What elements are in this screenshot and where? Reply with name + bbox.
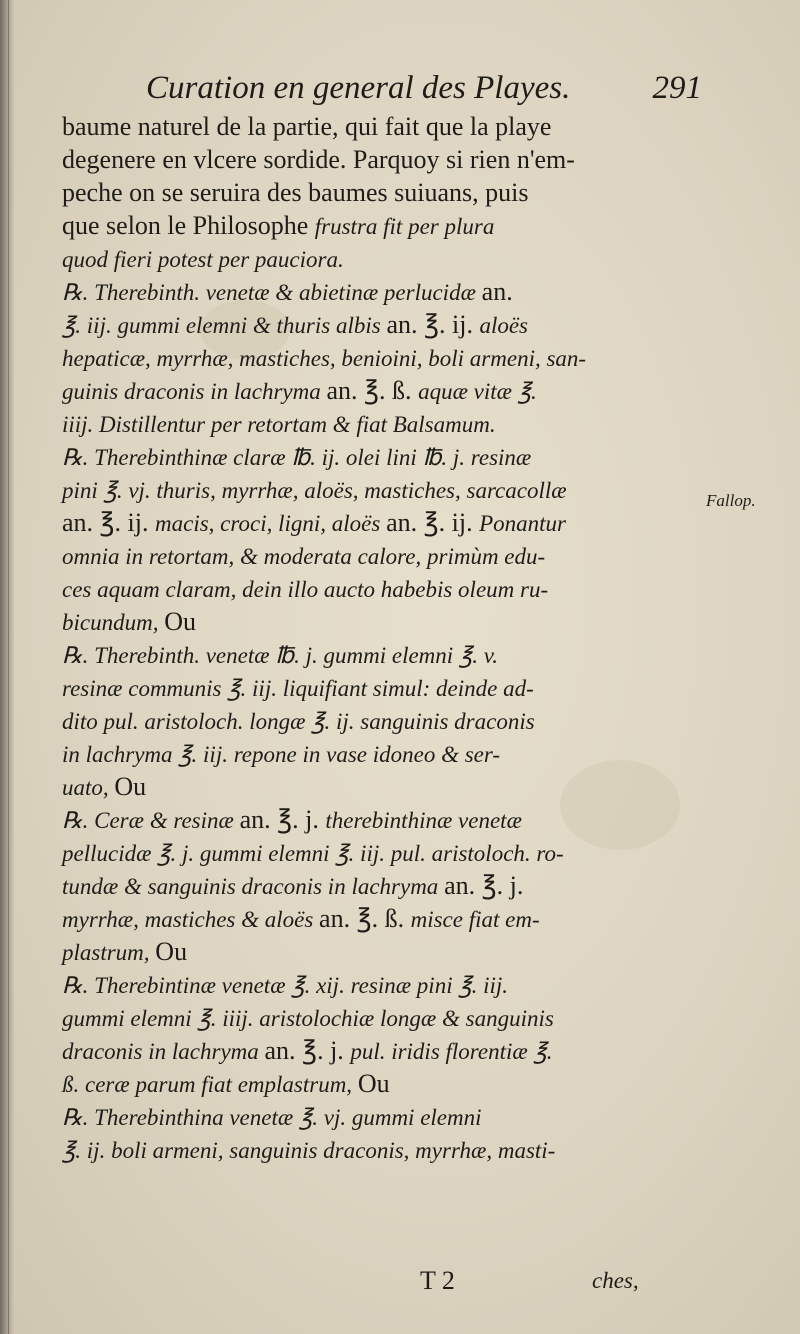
text-segment: bicundum, — [62, 610, 165, 635]
catchword: ches, — [592, 1268, 639, 1293]
signature-mark: T 2 — [420, 1266, 455, 1295]
text-segment: resinæ communis ℥. iij. liquifiant simul: deinde ad- — [62, 676, 534, 701]
text-segment: Ou — [164, 607, 196, 636]
margin-note: Fallop. — [706, 491, 756, 510]
text-segment: ces aquam claram, dein illo aucto habebis oleum ru- — [62, 577, 549, 602]
text-segment: myrrhæ, mastiches & aloës — [62, 907, 320, 932]
text-segment: degenere en vlcere sordide. Parquoy si rien n'em- — [62, 145, 575, 174]
text-segment: pini ℥. vj. thuris, myrrhæ, aloës, mastiches, sarcacollæ — [62, 478, 567, 503]
text-line — [62, 935, 702, 968]
text-line — [62, 1001, 702, 1034]
text-segment: ℞. Ceræ & resinæ — [62, 808, 240, 833]
text-line — [62, 506, 702, 539]
text-segment: aloës — [479, 313, 529, 338]
text-line — [62, 869, 702, 902]
text-segment: plastrum, — [62, 940, 156, 965]
text-line — [62, 572, 702, 605]
text-segment: ℞. Therebinthinæ claræ ℔. ij. olei lini ℔. j. resinæ — [62, 445, 532, 470]
text-line — [62, 968, 702, 1001]
text-line — [62, 1133, 702, 1166]
text-segment: ℞. Therebintinæ venetæ ℥. xij. resinæ pini ℥. iij. — [62, 973, 509, 998]
text-segment: an. ℥. j. — [444, 871, 524, 900]
text-segment: guinis draconis in lachryma — [62, 379, 327, 404]
text-segment: omnia in retortam, & moderata calore, primùm edu- — [62, 544, 546, 569]
text-line — [62, 275, 702, 308]
text-segment: draconis in lachryma — [62, 1039, 265, 1064]
text-line — [62, 176, 702, 209]
text-segment: ℥. ij. boli armeni, sanguinis draconis, myrrhæ, masti- — [62, 1138, 556, 1163]
text-segment: aquæ vitæ ℥. — [418, 379, 537, 404]
text-segment: an. ℥. ij. — [62, 508, 156, 537]
text-segment: an. ℥. j. — [239, 805, 326, 834]
text-line — [62, 605, 702, 638]
text-segment: iiij. Distillentur per retortam & fiat Balsamum. — [62, 412, 496, 437]
text-segment: an. — [481, 277, 513, 306]
text-line — [62, 737, 702, 770]
text-segment: an. ℥. ß. — [326, 376, 419, 405]
page-number: 291 — [652, 70, 702, 106]
text-line — [62, 902, 702, 935]
text-line — [62, 1100, 702, 1133]
text-segment: quod fieri potest per pauciora. — [62, 247, 344, 272]
text-segment: dito pul. aristoloch. longæ ℥. ij. sanguinis draconis — [62, 709, 535, 734]
text-segment: ℞. Therebinth. venetæ & abietinæ perlucidæ — [62, 280, 482, 305]
text-line — [62, 704, 702, 737]
text-line — [62, 242, 702, 275]
text-segment: que selon le Philosophe — [62, 211, 315, 240]
text-line — [62, 308, 702, 341]
text-segment: uato, — [62, 775, 115, 800]
text-segment: therebinthinæ venetæ — [325, 808, 522, 833]
text-line — [62, 836, 702, 869]
text-segment: an. ℥. ij. — [386, 310, 480, 339]
text-line — [62, 407, 702, 440]
running-header — [146, 68, 702, 108]
text-line — [62, 803, 702, 836]
text-segment: an. ℥. ß. — [319, 904, 411, 933]
text-line — [62, 143, 702, 176]
text-line — [62, 440, 702, 473]
text-line — [62, 1034, 702, 1067]
text-line — [62, 110, 702, 143]
gutter-line — [8, 0, 9, 1334]
binding-gutter — [0, 0, 14, 1334]
page-text — [62, 68, 702, 1166]
body-lines — [62, 110, 702, 1166]
text-segment: pul. iridis florentiæ ℥. — [350, 1039, 553, 1064]
text-line — [62, 638, 702, 671]
text-line — [62, 1067, 702, 1100]
text-segment: Ou — [114, 772, 147, 801]
text-segment: ℞. Therebinth. venetæ ℔. j. gummi elemni ℥. v. — [62, 643, 498, 668]
text-line — [62, 539, 702, 572]
text-line — [62, 473, 702, 506]
text-segment: an. ℥. j. — [264, 1036, 351, 1065]
text-segment: macis, croci, ligni, aloës — [155, 511, 387, 536]
text-segment: gummi elemni ℥. iiij. aristolochiæ longæ & sanguinis — [62, 1006, 554, 1031]
running-title: Curation en general des Playes. — [146, 70, 571, 106]
text-segment: Ponantur — [479, 511, 566, 536]
text-segment: ℞. Therebinthina venetæ ℥. vj. gummi elemni — [62, 1105, 482, 1130]
text-line — [62, 770, 702, 803]
text-segment: Ou — [155, 937, 188, 966]
text-segment: misce fiat em- — [410, 907, 540, 932]
text-segment: hepaticæ, myrrhæ, mastiches, benioini, boli armeni, san- — [62, 346, 587, 371]
text-segment: ß. ceræ parum fiat emplastrum, — [62, 1072, 358, 1097]
text-segment: in lachryma ℥. iij. repone in vase idoneo & ser- — [62, 742, 501, 767]
text-segment: pellucidæ ℥. j. gummi elemni ℥. iij. pul. aristoloch. ro- — [62, 841, 564, 866]
text-line — [62, 374, 702, 407]
page-footer — [0, 1266, 800, 1306]
text-segment: an. ℥. ij. — [386, 508, 480, 537]
text-segment: ℥. iij. gummi elemni & thuris albis — [62, 313, 387, 338]
text-segment: frustra fit per plura — [314, 214, 495, 239]
text-line — [62, 671, 702, 704]
text-line — [62, 209, 702, 242]
text-line — [62, 341, 702, 374]
text-segment: baume naturel de la partie, qui fait que la playe — [62, 112, 552, 141]
text-segment: peche on se seruira des baumes suiuans, puis — [62, 178, 529, 207]
text-segment: tundæ & sanguinis draconis in lachryma — [62, 874, 445, 899]
text-segment: Ou — [357, 1069, 390, 1098]
